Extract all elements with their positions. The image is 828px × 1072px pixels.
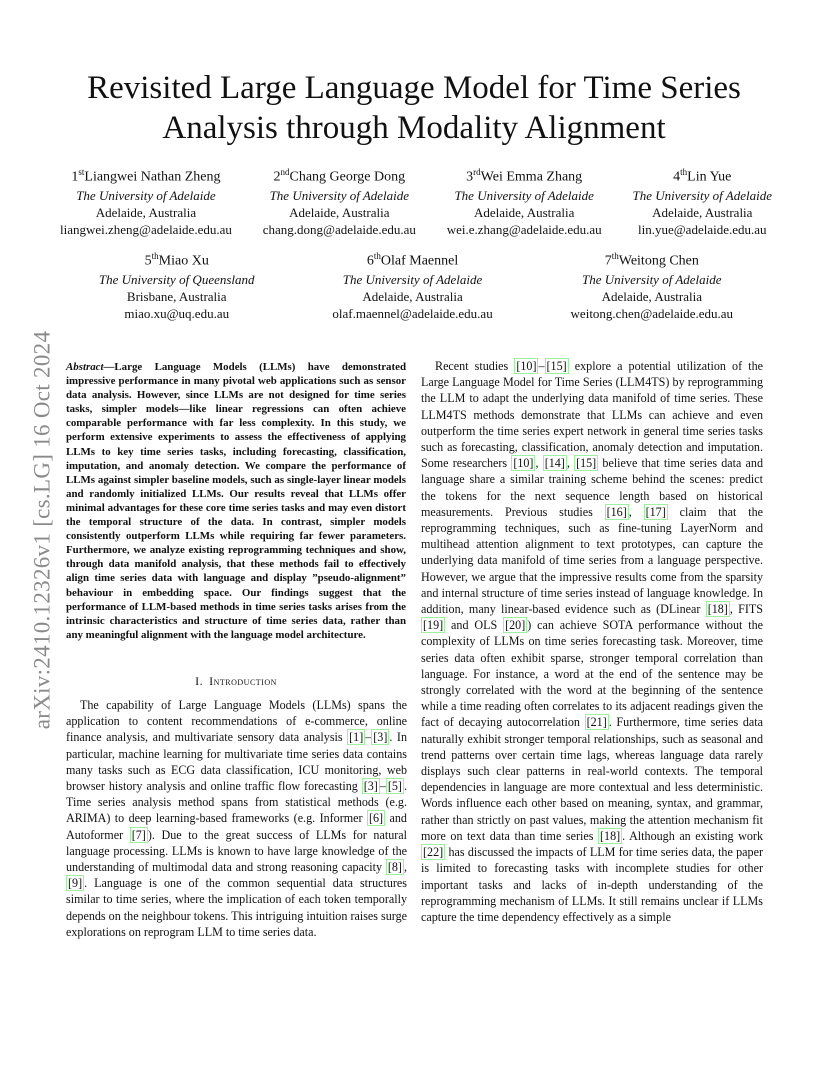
citation-link[interactable]: [7]	[131, 827, 146, 842]
body-text: has discussed the impacts of LLM for time series data, the paper is limited to forecasting tasks with incomplete studies for other important tasks and lacks of in-depth understanding of the reprogramming mechanism of LLMs. It still remains unclear if LLMs capture the time dependency effectively as a simple	[421, 845, 763, 924]
citation-link[interactable]: [8]	[387, 860, 402, 875]
body-text: claim that the reprogramming techniques, such as fine-tuning LayerNorm and multihead attention alignment to text prototypes, can capture the underlying data manifold of time series from a language perspective. However, we argue that the impressive results come from the sparsity and internal structure of time series instead of language knowledge. In addition, many linear-based evidence such as (DLinear	[421, 504, 764, 617]
author-block	[571, 247, 734, 322]
section-number: I.	[195, 674, 204, 688]
body-text: . Although an existing work	[622, 828, 764, 843]
body-text: ,	[628, 504, 644, 519]
body-text: ,	[566, 456, 575, 471]
citation-link[interactable]: [6]	[368, 811, 384, 826]
body-text: explore a potential utilization of the Large Language Model for Time Series (LLM4TS) by reprogramming the LLM to adapt the underlying data manifold of time series. These LLM4TS methods demonstrate that LLMs can achieve and even outperform the time series expert network in general time series tasks such as forecasting, classification, anomaly detection and imputation. Some researchers	[421, 359, 763, 471]
author-location: Adelaide, Australia	[601, 288, 702, 304]
body-text: The capability of Large Language Models (LLMs) spans the application to content recommendations of e-commerce, online finance analysis, and multivariate sensory data analysis	[66, 698, 407, 745]
author-location: Adelaide, Australia	[362, 288, 463, 304]
author-location: Brisbane, Australia	[126, 288, 227, 304]
author-block	[99, 247, 255, 322]
author-affiliation: The University of Queensland	[98, 271, 255, 287]
author-affiliation: The University of Adelaide	[632, 187, 772, 203]
author-email: liangwei.zheng@adelaide.edu.au	[60, 221, 232, 237]
body-text: ,	[535, 456, 543, 471]
author-block	[332, 247, 492, 322]
arxiv-stamp	[20, 280, 64, 780]
body-text: , FITS	[729, 602, 763, 617]
authors-row-2	[60, 247, 772, 322]
body-text: and OLS	[445, 618, 504, 633]
citation-link[interactable]: [14]	[544, 456, 565, 471]
citation-link[interactable]: [18]	[600, 828, 621, 843]
author-location: Adelaide, Australia	[289, 204, 390, 220]
citation-link[interactable]: [19]	[423, 618, 444, 633]
author-name: 6thOlaf Maennel	[366, 251, 459, 269]
author-email: olaf.maennel@adelaide.edu.au	[332, 305, 493, 321]
body-text: ,	[403, 860, 407, 875]
author-name: 7thWeitong Chen	[604, 251, 699, 269]
citation-link[interactable]: [16]	[606, 504, 627, 519]
body-text: and Autoformer	[66, 811, 407, 842]
author-block	[447, 163, 602, 238]
author-affiliation: The University of Adelaide	[269, 187, 410, 203]
body-text: . In particular, machine learning for multivariate time series data contains many tasks such as ECG data classification, ICU monitoring, web browser history analysis and online traffic flow forecasting	[66, 730, 408, 794]
citation-link[interactable]: [17]	[645, 504, 666, 519]
paper-title: Revisited Large Language Model for Time Series Analysis through Modality Alignment	[87, 70, 741, 146]
citation-link[interactable]: [21]	[586, 715, 607, 730]
right-column-paragraph	[421, 358, 763, 925]
abstract-label: Abstract	[66, 361, 104, 373]
author-location: Adelaide, Australia	[95, 204, 197, 220]
body-text: ) can achieve SOTA performance without the complexity of LLMs on time series forecasting task. Moreover, time series data often exhibit sparse, stronger temporal correlation than language. For instance, a word at the end of the sentence may be strongly correlated with the word at the beginning of the sentence while a time reading often correlates to its adjacent readings given the fact of decaying autocorrelation	[421, 618, 763, 730]
citation-link[interactable]: [15]	[576, 456, 597, 471]
author-name: 3rdWei Emma Zhang	[466, 167, 583, 185]
author-email: wei.e.zhang@adelaide.edu.au	[446, 221, 602, 237]
citation-link[interactable]: [18]	[707, 602, 728, 617]
author-affiliation: The University of Adelaide	[582, 271, 722, 287]
authors-row-1	[60, 163, 772, 238]
body-text: . Time series analysis method spans from statistical methods (e.g. ARIMA) to deep learning-based frameworks (e.g. Informer	[66, 779, 407, 826]
section-heading-introduction	[66, 674, 406, 689]
author-location: Adelaide, Australia	[652, 204, 753, 220]
citation-link[interactable]: [1]	[349, 730, 364, 745]
abstract	[66, 360, 406, 642]
body-text: –	[365, 730, 372, 745]
citation-link[interactable]: [22]	[423, 845, 444, 860]
author-affiliation: The University of Adelaide	[342, 271, 483, 287]
author-affiliation: The University of Adelaide	[454, 187, 594, 203]
author-email: weitong.chen@adelaide.edu.au	[570, 305, 734, 321]
body-text: . Furthermore, time series data naturally exhibit stronger temporal relationships, such as seasonal and trend patterns over certain time lags, whereas language data rarely displays such clear patterns in real-world contexts. The temporal dependencies in language are more contextual and less deterministic. Words influence each other based on meaning, syntax, and grammar, rather than strictly on past values, making the attention mechanism fit more on text data than time series	[421, 715, 763, 843]
author-block	[60, 163, 232, 238]
author-location: Adelaide, Australia	[474, 204, 575, 220]
author-email: miao.xu@uq.edu.au	[124, 305, 230, 321]
author-affiliation: The University of Adelaide	[76, 187, 216, 203]
citation-link[interactable]: [5]	[387, 779, 402, 794]
body-text: . Language is one of the common sequential data structures similar to time series, where the implication of each token temporally depends on the neighbour tokens. This intriguing intuition raises surge explorations on reprogram LLM to time series data.	[66, 876, 407, 939]
body-text: –	[379, 779, 386, 794]
citation-link[interactable]: [20]	[505, 618, 526, 633]
body-text: ). Due to the great success of LLMs for natural language processing. LLMs is known to have large knowledge of the understanding of multimodal data and strong reasoning capacity	[66, 827, 407, 875]
section-title: Introduction	[209, 674, 277, 688]
citation-link[interactable]: [3]	[363, 779, 378, 794]
body-text: believe that time series data and language share a similar training scheme behind the scenes: predict the tokens for the next sequence length based on historical measurements. Previous studies	[421, 456, 764, 519]
author-email: lin.yue@adelaide.edu.au	[637, 221, 767, 237]
intro-paragraph	[66, 697, 407, 940]
author-block	[633, 163, 772, 238]
author-email: chang.dong@adelaide.edu.au	[262, 221, 416, 237]
body-text: –	[538, 359, 545, 373]
citation-link[interactable]: [10]	[513, 456, 534, 471]
author-block	[263, 163, 416, 238]
body-text: Recent studies	[435, 359, 515, 373]
author-name: 1stLiangwei Nathan Zheng	[71, 167, 221, 185]
author-name: 2ndChang George Dong	[273, 167, 406, 185]
author-name: 5thMiao Xu	[144, 251, 209, 269]
author-name: 4thLin Yue	[673, 167, 732, 185]
arxiv-stamp-text: arXiv:2410.12326v1 [cs.LG] 16 Oct 2024	[29, 330, 55, 730]
citation-link[interactable]: [3]	[373, 730, 388, 745]
citation-link[interactable]: [15]	[546, 359, 567, 373]
abstract-text: —Large Language Models (LLMs) have demonstrated impressive performance in many pivotal web applications such as sensor data analysis. However, since LLMs are not designed for time series tasks, simpler models—like linear regressions can often achieve comparable performance with far less complexity. In this study, we perform extensive experiments to assess the effectiveness of applying LLMs to key time series tasks, including forecasting, classification, imputation, and anomaly detection. We compare the performance of LLMs against simpler baseline models, such as single-layer linear models and randomly initialized LLMs. Our results reveal that LLMs offer minimal advantages for these core time series tasks and may even distort the temporal structure of the data. In contrast, simpler models consistently outperform LLMs while requiring far fewer parameters. Furthermore, we analyze existing reprogramming techniques and show, through data manifold analysis, that these methods fail to effectively align time series data with language and display ”pseudo-alignment” behaviour in embedding space. Our findings suggest that the performance of LLM-based methods in time series tasks arises from the intrinsic characteristics and structure of time series data, rather than any meaningful alignment with the language model architecture.	[66, 361, 406, 641]
citation-link[interactable]: [10]	[516, 359, 537, 373]
citation-link[interactable]: [9]	[68, 876, 83, 891]
